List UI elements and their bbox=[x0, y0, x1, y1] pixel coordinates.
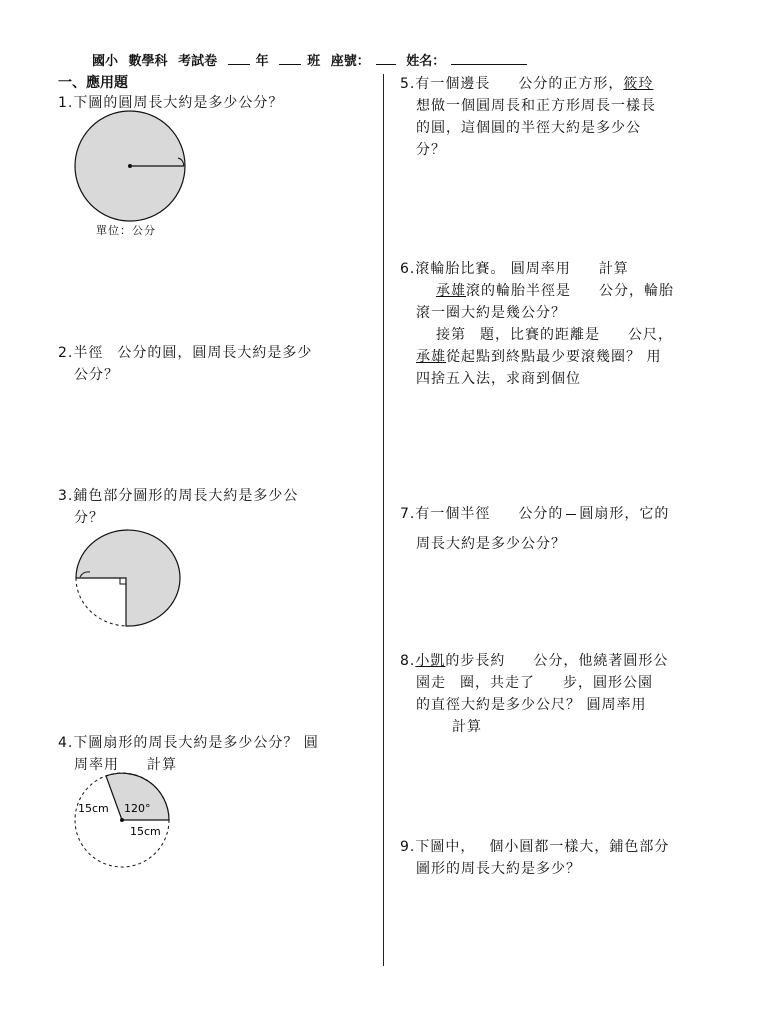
q5-text-line4: 分？ bbox=[416, 142, 446, 158]
question-5 bbox=[400, 73, 656, 161]
q2-number: 2. bbox=[58, 345, 74, 361]
q7-fraction-bar bbox=[566, 514, 576, 515]
q2-text-a: 半徑 bbox=[73, 345, 104, 361]
q3-shaded-region bbox=[76, 530, 180, 626]
q6-text-line3: 滾一圈大約是幾公分？ bbox=[416, 305, 566, 321]
q4-sector-figure bbox=[70, 774, 180, 880]
q3-text: 鋪色部分圖形的周長大約是多少公 bbox=[73, 488, 299, 504]
q9-text-b: 個小圓都一樣大，鋪色部分 bbox=[489, 839, 670, 855]
q8-text-line4: 計算 bbox=[452, 719, 482, 735]
question-1 bbox=[58, 92, 283, 114]
name-label: 姓名： bbox=[406, 54, 446, 69]
q5-text-line3: 的圓，這個圓的半徑大約是多少公 bbox=[416, 120, 641, 136]
q6-text-line5-b: 從起點到終點最少要滾幾圈？ 用 bbox=[446, 349, 662, 365]
q4-radius-left-label: 15cm bbox=[78, 802, 109, 815]
q4-text-line2-b: 計算 bbox=[147, 757, 177, 773]
q5-text-line2: 想做一個圓周長和正方形周長一樣長 bbox=[416, 98, 656, 114]
class-label: 班 bbox=[307, 54, 321, 69]
q8-text-line2-c: 步，圓形公園 bbox=[563, 675, 653, 691]
year-label: 年 bbox=[255, 54, 269, 69]
q2-text-b: 公分的圓，圓周長大約是多少 bbox=[117, 345, 313, 361]
q4-number: 4. bbox=[58, 735, 74, 751]
q4-center-dot bbox=[120, 818, 124, 822]
q4-text: 下圖扇形的周長大約是多少公分？ 圓 bbox=[73, 735, 319, 751]
q5-text-a: 有一個邊長 bbox=[415, 76, 491, 92]
q9-text-line2: 圖形的周長大約是多少？ bbox=[416, 861, 581, 877]
seat-blank[interactable] bbox=[376, 52, 396, 65]
question-4 bbox=[58, 732, 319, 776]
school-label: 國小 bbox=[92, 54, 119, 69]
question-3 bbox=[58, 485, 298, 529]
q8-text-line2-b: 圈，共走了 bbox=[460, 675, 535, 691]
q7-text-b: 公分的 bbox=[518, 506, 564, 522]
q6-text-line2-b: 滾的輪胎半徑是 bbox=[466, 283, 571, 299]
name-blank[interactable] bbox=[451, 52, 527, 65]
q7-text-line2: 周長大約是多少公分？ bbox=[416, 536, 566, 552]
question-2 bbox=[58, 342, 312, 386]
q6-text-line4-a: 接第 bbox=[436, 327, 466, 343]
q8-name-xiaokai: 小凱 bbox=[415, 653, 446, 669]
q5-name-xiaoling: 筱玲 bbox=[623, 76, 654, 92]
subject-label: 數學科 bbox=[128, 54, 168, 69]
year-blank[interactable] bbox=[228, 52, 250, 65]
q3-text-line2: 分？ bbox=[74, 510, 104, 526]
q6-text-line4-c: 公尺， bbox=[628, 327, 673, 343]
q3-number: 3. bbox=[58, 488, 74, 504]
q9-number: 9. bbox=[400, 839, 416, 855]
q1-circle-figure bbox=[70, 112, 192, 224]
q7-text-c: 圓扇形，它的 bbox=[579, 506, 670, 522]
q6-name-chengxiong-1: 承雄 bbox=[436, 283, 466, 299]
exam-label: 考試卷 bbox=[178, 54, 218, 69]
q9-text-a: 下圖中， bbox=[415, 839, 476, 855]
q4-text-line2-a: 周率用 bbox=[74, 757, 119, 773]
q5-number: 5. bbox=[400, 76, 416, 92]
q3-dashed-arc bbox=[76, 578, 126, 626]
q7-text-a: 有一個半徑 bbox=[415, 506, 491, 522]
question-9 bbox=[400, 836, 669, 880]
q3-right-angle-mark bbox=[120, 578, 126, 584]
q7-number: 7. bbox=[400, 506, 416, 522]
q8-text-line3: 的直徑大約是多少公尺？ 圓周率用 bbox=[416, 697, 647, 713]
question-6 bbox=[400, 258, 674, 390]
q8-text-b: 的步長約 bbox=[445, 653, 506, 669]
exam-header bbox=[92, 50, 552, 72]
q3-three-quarter-circle-figure bbox=[74, 528, 184, 630]
q1-number: 1. bbox=[58, 95, 74, 111]
question-7 bbox=[400, 499, 669, 559]
q1-unit-caption: 單位：公分 bbox=[96, 224, 156, 237]
q1-center-dot bbox=[128, 164, 132, 168]
q8-number: 8. bbox=[400, 653, 416, 669]
q2-text-line2: 公分？ bbox=[74, 367, 119, 383]
question-8 bbox=[400, 650, 668, 738]
q4-angle-label: 120° bbox=[124, 802, 151, 815]
q8-text-c: 公分，他繞著圓形公 bbox=[533, 653, 669, 669]
seat-label: 座號： bbox=[330, 54, 370, 69]
q6-number: 6. bbox=[400, 261, 416, 277]
q4-radius-bottom-label: 15cm bbox=[130, 825, 161, 838]
q5-text-b: 公分的正方形， bbox=[518, 76, 624, 92]
q6-text-line4-b: 題，比賽的距離是 bbox=[480, 327, 600, 343]
class-blank[interactable] bbox=[279, 52, 301, 65]
q6-text-b: 計算 bbox=[598, 261, 629, 277]
column-divider bbox=[383, 74, 384, 966]
q8-text-line2-a: 園走 bbox=[416, 675, 446, 691]
section-title: 一、應用題 bbox=[58, 75, 128, 91]
q6-text-a: 滾輪胎比賽。 圓周率用 bbox=[415, 261, 571, 277]
q6-text-line6: 四捨五入法，求商到個位 bbox=[416, 371, 581, 387]
q6-name-chengxiong-2: 承雄 bbox=[416, 349, 446, 365]
q6-text-line2-c: 公分，輪胎 bbox=[599, 283, 674, 299]
q1-text: 下圖的圓周長大約是多少公分？ bbox=[73, 95, 284, 111]
